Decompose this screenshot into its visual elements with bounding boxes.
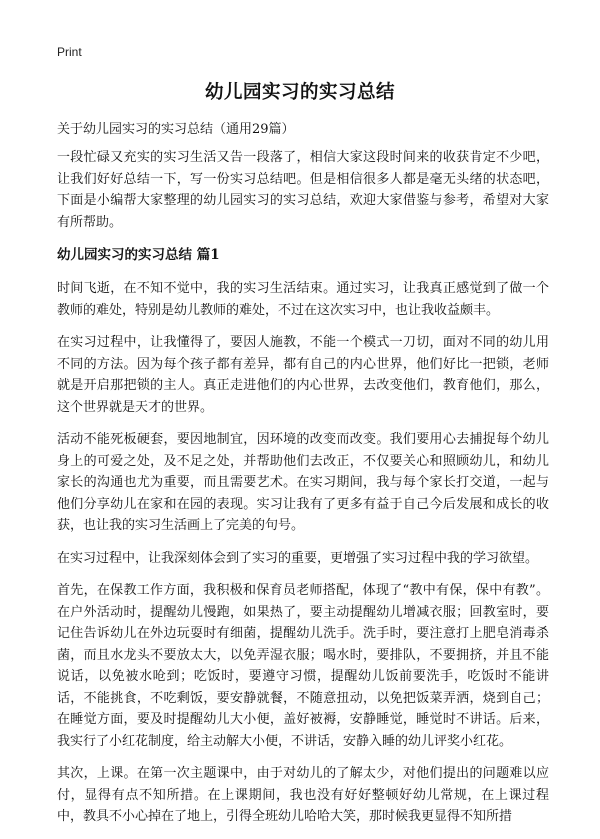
- document-body: [57, 147, 549, 839]
- body-paragraph: 活动不能死板硬套，要因地制宜，因环境的改变而改变。我们要用心去捕捉每个幼儿身上的可爱之处，及不足之处，并帮助他们去改正，不仅要关心和照顾幼儿，和幼儿家长的沟通也尤为重要，而且需要艺术。在实习期间，我与每个家长打交道，一起与他们分享幼儿在家和在园的表现。实习让我有了更多有益于自己今后发展和成长的收获，也让我的实习生活画上了完美的句号。: [57, 432, 549, 533]
- body-paragraph: 在实习过程中，让我深刻体会到了实习的重要，更增强了实习过程中我的学习欲望。: [57, 550, 539, 566]
- document-title: 幼儿园实习的实习总结: [204, 82, 395, 103]
- intro-paragraph: 一段忙碌又充实的实习生活又告一段落了，相信大家这段时间来的收获肯定不少吧，让我们好好总结一下，写一份实习总结吧。但是相信很多人都是毫无头绪的状态吧，下面是小编帮大家整理的幼儿园实习的实习总结，欢迎大家借鉴与参考，希望对大家有所帮助。: [57, 150, 549, 230]
- print-link[interactable]: Print: [57, 45, 82, 59]
- body-paragraph: 时间飞逝，在不知不觉中，我的实习生活结束。通过实习，让我真正感觉到了做一个教师的难处，特别是幼儿教师的难处，不过在这次实习中，也让我收益颇丰。: [57, 281, 549, 318]
- body-paragraph: 首先，在保教工作方面，我积极和保育员老师搭配，体现了“教中有保，保中有教”。在户外活动时，提醒幼儿慢跑，如果热了，要主动提醒幼儿增减衣服；回教室时，要记住告诉幼儿在外边玩耍时有细菌，提醒幼儿洗手。洗手时，要注意打上肥皂消毒杀菌，而且水龙头不要放太大，以免弄湿衣服；喝水时，要排队，不要拥挤，并且不能说话，以免被水呛到；吃饭时，要遵守习惯，提醒幼儿饭前要洗手，吃饭时不能讲话，不能挑食，不吃剩饭，要安静就餐，不随意扭动，以免把饭菜弄洒，烧到自己；在睡觉方面，要及时提醒幼儿大小便，盖好被褥，安静睡觉，睡觉时不讲话。后来，我实行了小红花制度，给主动解大小便，不讲话，安静入睡的幼儿评奖小红花。: [57, 583, 549, 749]
- document-subtitle: 关于幼儿园实习的实习总结（通用29篇）: [57, 122, 295, 137]
- body-paragraph: 其次，上课。在第一次主题课中，由于对幼儿的了解太少，对他们提出的问题难以应付，显得有点不知所措。在上课期间，我也没有好好整顿好幼儿常规，在上课过程中，教具不小心掉在了地上，引得全班幼儿哈哈大笑，那时候我更显得不知所措: [57, 766, 549, 824]
- body-paragraph: 在实习过程中，让我懂得了，要因人施教，不能一个模式一刀切，面对不同的幼儿用不同的方法。因为每个孩子都有差异，都有自己的内心世界，他们好比一把锁，老师就是开启那把锁的主人。真正走进他们的内心世界，去改变他们，教育他们，那么，这个世界就是天才的世界。: [57, 335, 549, 415]
- section-heading: 幼儿园实习的实习总结 篇1: [57, 247, 220, 263]
